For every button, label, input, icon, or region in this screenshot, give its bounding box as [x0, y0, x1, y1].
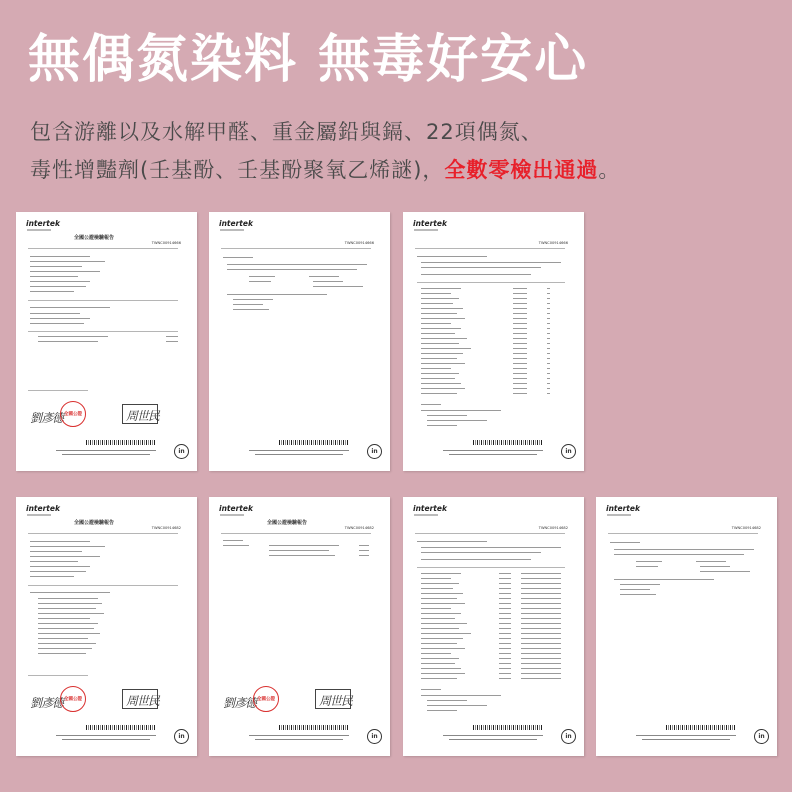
report-number: TWNC00914666	[151, 241, 181, 245]
footer-rule	[443, 735, 543, 736]
logo-underline	[220, 229, 244, 231]
test-report-page-6	[403, 497, 584, 756]
logo-underline	[414, 514, 438, 516]
report-number: TWNC00914682	[538, 526, 568, 530]
barcode	[86, 725, 156, 730]
barcode	[666, 725, 736, 730]
report-number: TWNC00914682	[151, 526, 181, 530]
footer-rule	[62, 454, 150, 455]
intertek-logo: intertek	[606, 504, 640, 513]
logo-underline	[414, 229, 438, 231]
intertek-logo: intertek	[219, 504, 253, 513]
report-heading: 全國公證檢驗報告	[74, 520, 115, 526]
intertek-in-logo: in	[561, 729, 576, 744]
signature-left: 劉彥德	[223, 696, 257, 710]
signature-left: 劉彥德	[30, 411, 64, 425]
description-line-1: 包含游離以及水解甲醛、重金屬鉛與鎘、22項偶氮、	[30, 120, 543, 144]
footer-rule	[636, 735, 736, 736]
report-number: TWNC00914682	[344, 526, 374, 530]
footer-rule	[56, 450, 156, 451]
barcode	[279, 440, 349, 445]
intertek-in-logo: in	[754, 729, 769, 744]
signature-right: 周世民	[126, 694, 160, 708]
intertek-in-logo: in	[174, 444, 189, 459]
description-line-2-text: 毒性增豔劑(壬基酚、壬基酚聚氧乙烯謎)，	[30, 158, 445, 182]
test-report-page-5	[209, 497, 390, 756]
footer-rule	[249, 735, 349, 736]
signature-right: 周世民	[126, 409, 160, 423]
intertek-in-logo: in	[367, 444, 382, 459]
footer-rule	[449, 454, 537, 455]
intertek-logo: intertek	[413, 504, 447, 513]
intertek-logo: intertek	[26, 504, 60, 513]
footer-rule	[443, 450, 543, 451]
barcode	[473, 725, 543, 730]
intertek-in-logo: in	[174, 729, 189, 744]
company-seal: 全國公證	[60, 401, 86, 427]
intertek-logo: intertek	[219, 219, 253, 228]
intertek-logo: intertek	[26, 219, 60, 228]
report-heading: 全國公證檢驗報告	[74, 235, 115, 241]
description-line-2	[30, 155, 620, 185]
intertek-in-logo: in	[561, 444, 576, 459]
report-number: TWNC00914666	[538, 241, 568, 245]
report-number: TWNC00914682	[731, 526, 761, 530]
footer-rule	[449, 739, 537, 740]
report-heading: 全國公證檢驗報告	[267, 520, 308, 526]
test-report-page-7	[596, 497, 777, 756]
footer-rule	[249, 450, 349, 451]
footer-rule	[255, 454, 343, 455]
logo-underline	[27, 514, 51, 516]
description-line-2-end: 。	[598, 158, 621, 182]
intertek-in-logo: in	[367, 729, 382, 744]
signature-left: 劉彥德	[30, 696, 64, 710]
footer-rule	[62, 739, 150, 740]
logo-underline	[27, 229, 51, 231]
report-number: TWNC00914666	[344, 241, 374, 245]
pass-highlight: 全數零檢出通過	[444, 158, 599, 182]
test-report-page-2	[209, 212, 390, 471]
test-report-page-4	[16, 497, 197, 756]
logo-underline	[607, 514, 631, 516]
footer-rule	[642, 739, 730, 740]
test-report-page-3	[403, 212, 584, 471]
footer-rule	[255, 739, 343, 740]
barcode	[279, 725, 349, 730]
barcode	[86, 440, 156, 445]
barcode	[473, 440, 543, 445]
company-seal: 全國公證	[60, 686, 86, 712]
intertek-logo: intertek	[413, 219, 447, 228]
company-seal: 全國公證	[253, 686, 279, 712]
test-report-page-1	[16, 212, 197, 471]
footer-rule	[56, 735, 156, 736]
signature-right: 周世民	[319, 694, 353, 708]
logo-underline	[220, 514, 244, 516]
page-title: 無偶氮染料 無毒好安心	[28, 30, 589, 90]
